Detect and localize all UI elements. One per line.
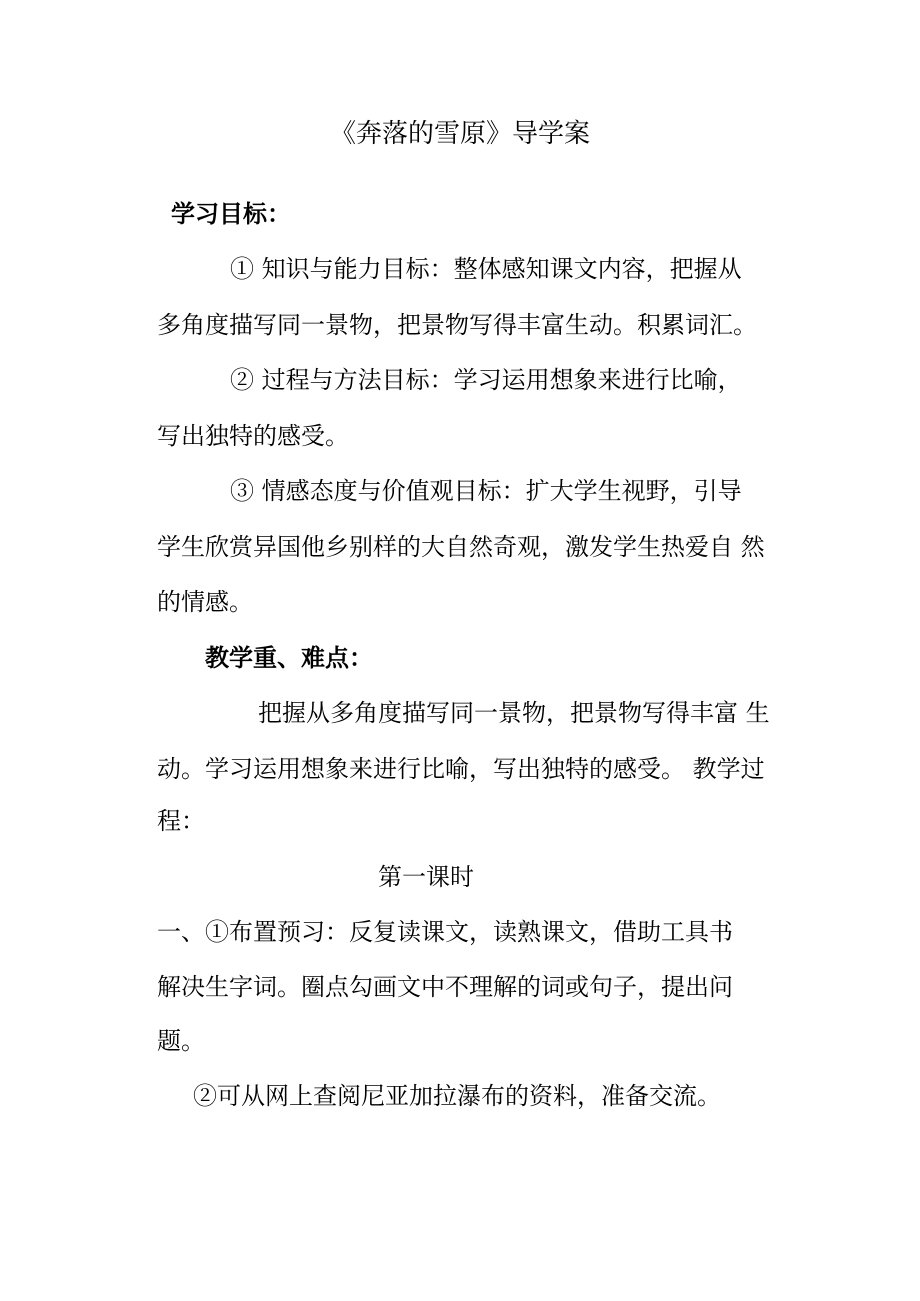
keypoints-heading: 教学重、难点：	[205, 643, 373, 672]
keypoints-line-2: 动。学习运用想象来进行比喻，写出独特的感受。 教学过	[157, 755, 765, 783]
goal-3-line-1: ③ 情感态度与价值观目标：扩大学生视野，引导	[230, 477, 742, 505]
keypoints-line-1: 把握从多角度描写同一景物，把景物写得丰富 生	[258, 699, 770, 727]
goal-1-line-1: ① 知识与能力目标：整体感知课文内容，把握从	[230, 255, 742, 283]
step-1-line-3: 题。	[157, 1027, 205, 1055]
keypoints-line-3: 程：	[157, 807, 205, 835]
goal-2-line-2: 写出独特的感受。	[157, 422, 349, 450]
document-title: 《奔落的雪原》导学案	[330, 119, 591, 149]
goal-1-line-2: 多角度描写同一景物，把景物写得丰富生动。积累词汇。	[157, 311, 757, 339]
goal-2-line-1: ② 过程与方法目标：学习运用想象来进行比喻，	[230, 366, 742, 394]
lesson-heading: 第一课时	[378, 863, 474, 891]
step-1-line-2: 解决生字词。圈点勾画文中不理解的词或句子，提出问	[157, 973, 733, 1001]
goal-3-line-3: 的情感。	[157, 588, 253, 616]
step-2-line: ②可从网上查阅尼亚加拉瀑布的资料，准备交流。	[193, 1082, 721, 1110]
goal-3-line-2: 学生欣赏异国他乡别样的大自然奇观，激发学生热爱自 然	[157, 533, 765, 561]
step-1-line-1: 一、①布置预习：反复读课文，读熟课文，借助工具书	[157, 918, 733, 946]
goals-heading: 学习目标：	[171, 199, 291, 228]
